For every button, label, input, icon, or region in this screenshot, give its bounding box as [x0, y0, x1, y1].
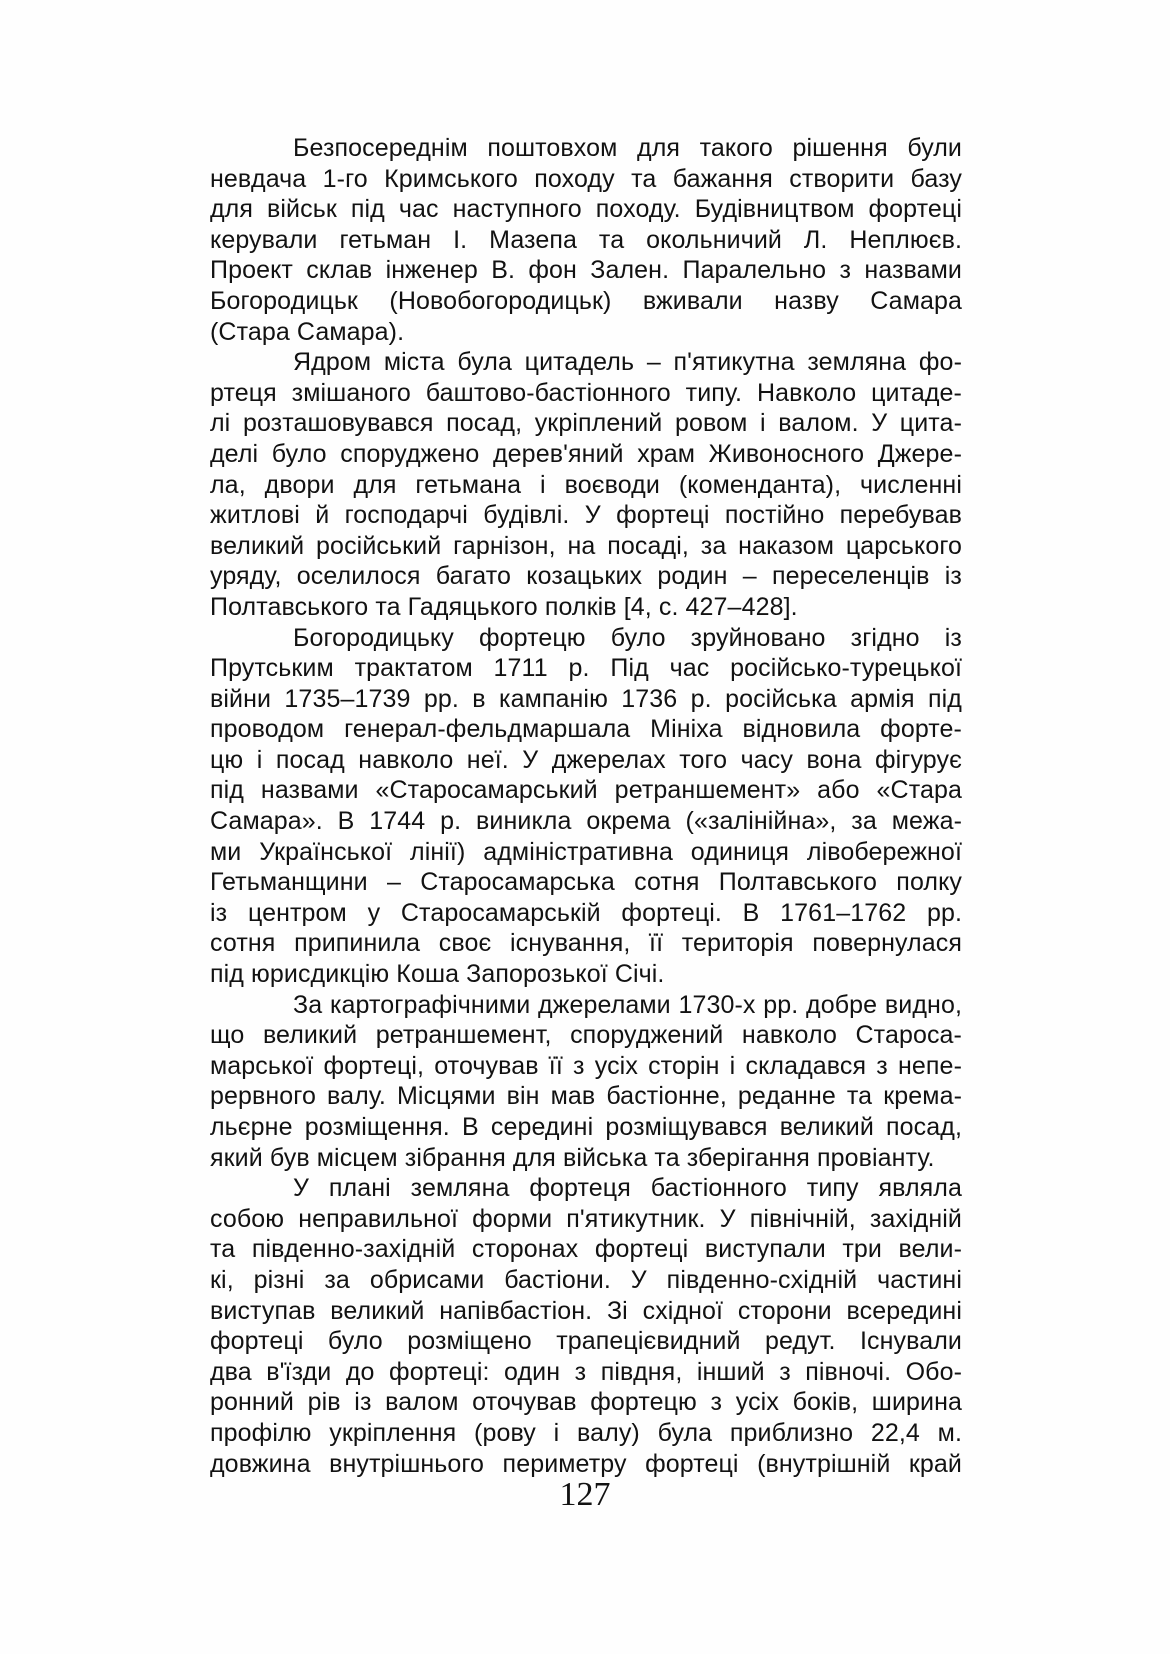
text-line: житлові й господарчі будівлі. У фортеці постійно перебував — [210, 501, 962, 530]
text-line: невдача 1-го Кримського походу та бажання створити базу — [210, 164, 962, 193]
text-line: який був місцем зібрання для війська та зберігання провіанту. — [210, 1143, 935, 1172]
text-line: та південно-західній сторонах фортеці виступали три вели- — [210, 1235, 962, 1264]
text-line: довжина внутрішнього периметру фортеці (внутрішній край — [210, 1449, 962, 1478]
text-line: великий російський гарнізон, на посаді, за наказом царського — [210, 531, 962, 560]
text-line: марської фортеці, оточував її з усіх сторін і складався з непе- — [210, 1051, 962, 1080]
text-line: сотня припинила своє існування, її територія повернулася — [210, 929, 962, 958]
text-line: Самара». В 1744 р. виникла окрема («залінійна», за межа- — [210, 807, 962, 836]
body-text — [210, 133, 962, 1479]
text-line: лі розташовувався посад, укріплений ровом і валом. У цита- — [210, 409, 962, 438]
text-line: Гетьманщини – Старосамарська сотня Полтавського полку — [210, 868, 962, 897]
paragraph — [210, 623, 962, 990]
text-line: ла, двори для гетьмана і воєводи (коменданта), численні — [210, 470, 962, 499]
page-number: 127 — [559, 1476, 611, 1513]
text-line: кі, різні за обрисами бастіони. У південно-східній частині — [210, 1265, 962, 1294]
text-line: (Стара Самара). — [210, 317, 405, 346]
paragraph — [210, 990, 962, 1174]
text-line: фортеці було розміщено трапецієвидний редут. Існували — [210, 1327, 962, 1356]
paragraph — [210, 1173, 962, 1479]
text-line: Безпосереднім поштовхом для такого рішення були — [293, 134, 962, 162]
text-line: Богородицьку фортецю було зруйновано згідно із — [293, 623, 962, 652]
text-line: із центром у Старосамарській фортеці. В 1761–1762 рр. — [210, 898, 962, 927]
text-line: ми Української лінії) адміністративна одиниця лівобережної — [210, 837, 962, 866]
text-line: За картографічними джерелами 1730-х рр. добре видно, — [293, 990, 962, 1019]
text-line: Проект склав інженер В. фон Зален. Паралельно з назвами — [210, 256, 962, 285]
paragraph — [210, 347, 962, 622]
text-line: делі було споруджено дерев'яний храм Живоносного Джере- — [210, 439, 962, 468]
text-line: льєрне розміщення. В середині розміщувався великий посад, — [210, 1113, 962, 1141]
text-line: профілю укріплення (рову і валу) була приблизно 22,4 м. — [210, 1418, 962, 1447]
text-line: Богородицьк (Новобогородицьк) вживали назву Самара — [210, 286, 962, 315]
text-line: керували гетьман І. Мазепа та окольничий Л. Неплюєв. — [210, 225, 962, 254]
text-line: У плані земляна фортеця бастіонного типу являла — [293, 1174, 962, 1203]
text-line: Ядром міста була цитадель – п'ятикутна земляна фо- — [293, 348, 962, 377]
text-line: ронний рів із валом оточував фортецю з усіх боків, ширина — [210, 1388, 962, 1417]
text-line: для військ під час наступного походу. Будівництвом фортеці — [210, 195, 962, 224]
text-line: собою неправильної форми п'ятикутник. У північній, західній — [210, 1204, 962, 1233]
text-line: під юрисдикцію Коша Запорозької Січі. — [210, 960, 665, 989]
text-line: рервного валу. Місцями він мав бастіонне, реданне та крема- — [210, 1082, 962, 1111]
text-line: Полтавського та Гадяцького полків [4, с. 427–428]. — [210, 592, 798, 621]
text-line: виступав великий напівбастіон. Зі східної сторони всередині — [210, 1296, 962, 1325]
text-line: під назвами «Старосамарський ретраншемент» або «Стара — [210, 776, 962, 805]
text-line: Прутським трактатом 1711 р. Під час російсько-турецької — [210, 654, 962, 683]
text-line: проводом генерал-фельдмаршала Мініха відновила форте- — [210, 715, 962, 744]
text-line: війни 1735–1739 рр. в кампанію 1736 р. російська армія під — [210, 684, 962, 713]
paragraph — [210, 133, 962, 347]
text-line: що великий ретраншемент, споруджений навколо Староса- — [210, 1021, 962, 1050]
text-line: ртеця змішаного баштово-бастіонного типу. Навколо цитаде- — [210, 378, 962, 407]
text-line: два в'їзди до фортеці: один з півдня, інший з півночі. Обо- — [210, 1357, 962, 1386]
text-line: цю і посад навколо неї. У джерелах того часу вона фігурує — [210, 745, 962, 774]
text-line: уряду, оселилося багато козацьких родин – переселенців із — [210, 562, 962, 591]
